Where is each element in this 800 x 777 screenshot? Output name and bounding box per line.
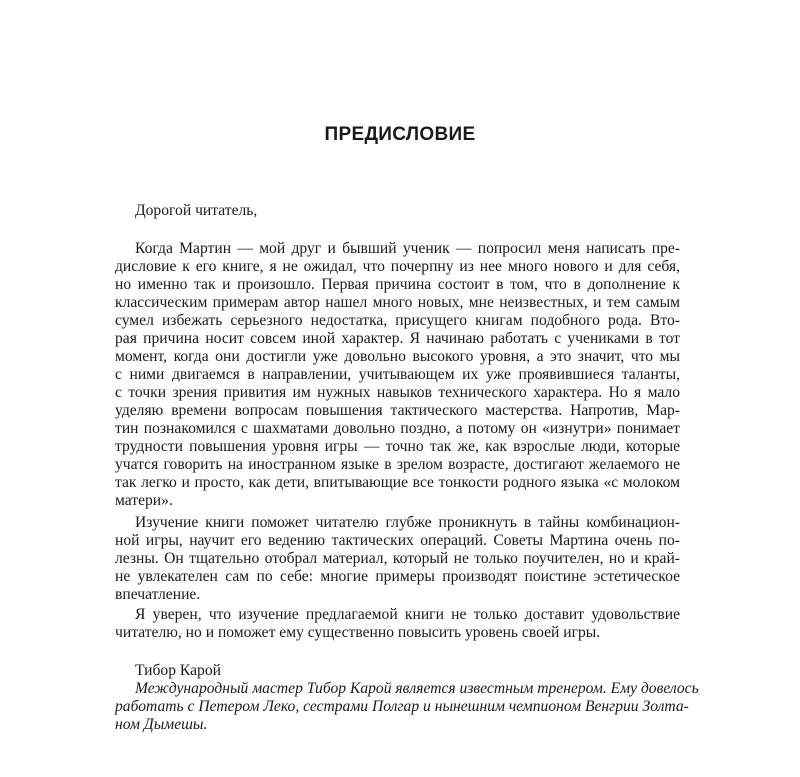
paragraph-1-line: сумел избежать серьезного недостатка, присущего книгам подобного рода. Вто- [115, 312, 680, 329]
paragraph-2-line: не увлекателен сам по себе: многие примеры производят поистине эстетическое [115, 568, 680, 585]
paragraph-1-line: матери». [115, 492, 173, 509]
author-note-line: работать с Петером Леко, сестрами Полгар и нынешним чемпионом Венгрии Золта- [115, 698, 689, 715]
paragraph-2-line: впечатление. [115, 586, 201, 603]
paragraph-1-line: с точки зрения привития им нужных навыков технического характера. Но я мало [115, 384, 680, 401]
paragraph-1-line: с ними двигаемся в направлении, учитывающем их уже проявившиеся таланты, [115, 366, 680, 383]
paragraph-1-line: уделяю времени вопросам повышения тактического мастерства. Напротив, Мар- [115, 402, 680, 419]
paragraph-3-line: Я уверен, что изучение предлагаемой книги не только доставит удовольствие [135, 606, 680, 623]
paragraph-2-line: лезны. Он тщательно отобрал материал, который не только поучителен, но и край- [115, 550, 680, 567]
paragraph-1-line: Когда Мартин — мой друг и бывший ученик — попросил меня написать пре- [135, 240, 680, 257]
paragraph-2-line: Изучение книги поможет читателю глубже проникнуть в тайны комбинацион- [135, 514, 680, 531]
paragraph-1-line: дисловие к его книге, я не ожидал, что почерпну из нее много нового и для себя, [115, 258, 680, 275]
paragraph-1-line: но именно так и произошло. Первая причина состоит в том, что в дополнение к [115, 276, 680, 293]
paragraph-2-line: ной игры, научит его ведению тактических операций. Советы Мартина очень по- [115, 532, 680, 549]
signature: Тибор Карой [135, 662, 221, 679]
author-note-line: Международный мастер Тибор Карой является известным тренером. Ему довелось [135, 680, 699, 697]
paragraph-1-line: рая причина носит совсем иной характер. Я начинаю работать с учениками в тот [115, 330, 680, 347]
paragraph-1-line: учатся говорить на иностранном языке в зрелом возрасте, достигают желаемого не [115, 456, 680, 473]
page-title: ПРЕДИСЛОВИЕ [324, 124, 476, 145]
salutation: Дорогой читатель, [135, 202, 258, 219]
paragraph-1-line: так легко и просто, как дети, впитывающие все тонкости родного языка «с молоком [115, 474, 680, 491]
paragraph-1-line: трудности повышения уровня игры — точно так же, как взрослые люди, которые [115, 438, 680, 455]
paragraph-1-line: тин познакомился с шахматами довольно поздно, а потому он «изнутри» понимает [115, 420, 680, 437]
paragraph-1-line: классическим примерам автор нашел много новых, мне неизвестных, и тем самым [115, 294, 680, 311]
paragraph-1-line: момент, когда они достигли уже довольно высокого уровня, а это значит, что мы [115, 348, 680, 365]
paragraph-3-line: читателю, но и поможет ему существенно повысить уровень своей игры. [115, 624, 601, 641]
author-note-line: ном Дымешы. [115, 716, 208, 733]
